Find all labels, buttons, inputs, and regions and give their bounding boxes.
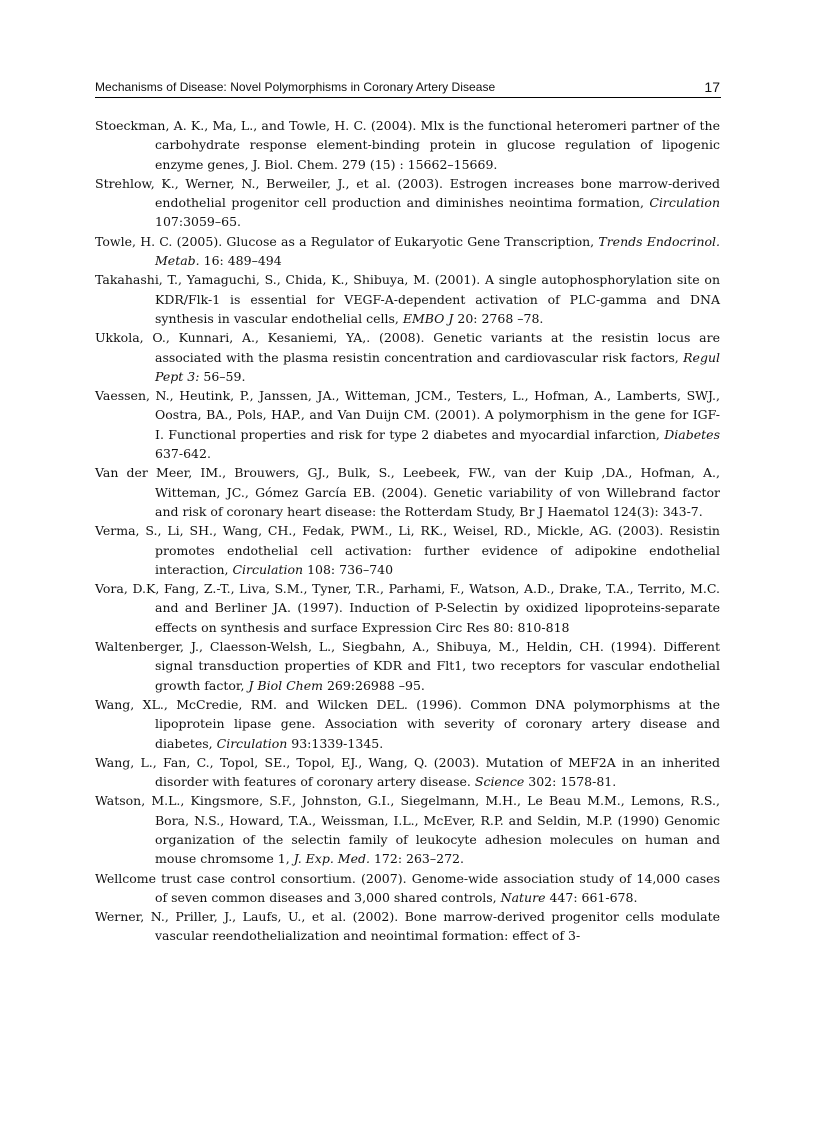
reference-text: Vaessen, N., Heutink, P., Janssen, JA., Witteman, JCM., Testers, L., Hofman, A., Lamberts, SWJ., Oostra, BA., Pols, HAP., and Van Duijn CM. (2001). A polymorphism in the gene for IGF-I. Functional properties and risk for type 2 diabetes and myocardial infarction, <box>95 388 720 442</box>
reference-text: Waltenberger, J., Claesson-Welsh, L., Siegbahn, A., Shibuya, M., Heldin, CH. (1994). Different signal transduction properties of KDR and Flt1, two receptors for vascular endothelial growth factor, <box>95 639 720 693</box>
journal-name: J Biol Chem <box>248 677 323 693</box>
reference-entry <box>95 328 720 386</box>
reference-citation: 302: 1578-81. <box>524 774 617 790</box>
journal-name: Nature <box>500 889 546 905</box>
reference-text: Werner, N., Priller, J., Laufs, U., et al. (2002). Bone marrow-derived progenitor cells modulate vascular reendothelialization and neointimal formation: effect of 3- <box>95 909 720 944</box>
journal-name: Science <box>474 774 525 790</box>
reference-text: Ukkola, O., Kunnari, A., Kesaniemi, YA,. (2008). Genetic variants at the resistin locus are associated with the plasma resistin concentration and cardiovascular risk factors, <box>95 330 720 365</box>
reference-entry <box>95 579 720 637</box>
reference-entry <box>95 695 720 753</box>
reference-text: Wang, L., Fan, C., Topol, SE., Topol, EJ., Wang, Q. (2003). Mutation of MEF2A in an inherited disorder with features of coronary artery disease. <box>95 754 720 790</box>
reference-citation: 107:3059–65. <box>155 214 242 230</box>
journal-name: EMBO J <box>402 310 454 326</box>
reference-entry <box>95 521 720 579</box>
reference-entry <box>95 637 720 695</box>
reference-entry <box>95 174 720 232</box>
journal-name: J. Exp. Med. <box>293 851 370 867</box>
reference-citation: 108: 736–740 <box>303 561 394 577</box>
reference-citation: 93:1339-1345. <box>287 735 384 751</box>
reference-citation: 172: 263–272. <box>369 851 464 867</box>
running-title: Mechanisms of Disease: Novel Polymorphisms in Coronary Artery Disease <box>95 80 496 94</box>
reference-citation: 447: 661-678. <box>545 889 638 905</box>
journal-name: Trends Endocrinol. Metab. <box>155 233 720 269</box>
reference-entry <box>95 753 720 792</box>
reference-citation: 56–59. <box>199 368 246 384</box>
reference-text: Takahashi, T., Yamaguchi, S., Chida, K., Shibuya, M. (2001). A single autophosphorylation site on KDR/Flk-1 is essential for VEGF-A-dependent activation of PLC-gamma and DNA synthesis in vascular endothelial cells, <box>95 272 720 326</box>
journal-name: Circulation <box>216 735 288 751</box>
running-header <box>95 78 721 98</box>
journal-name: Regul Pept 3: <box>155 349 720 384</box>
reference-text: Stoeckman, A. K., Ma, L., and Towle, H. C. (2004). Mlx is the functional heteromeri partner of the carbohydrate response element-binding protein in glucose regulation of lipogenic enzyme genes, J. Biol. Chem. 279 (15) : 15662–15669. <box>95 118 720 172</box>
reference-text: Wang, XL., McCredie, RM. and Wilcken DEL. (1996). Common DNA polymorphisms at the lipoprotein lipase gene. Association with severity of coronary artery disease and diabetes, <box>95 696 720 751</box>
reference-text: Towle, H. C. (2005). Glucose as a Regulator of Eukaryotic Gene Transcription, <box>95 233 599 249</box>
reference-entry <box>95 907 720 946</box>
reference-citation: 269:26988 –95. <box>322 677 425 693</box>
reference-entry <box>95 791 720 868</box>
journal-name: Circulation <box>649 195 720 211</box>
reference-entry <box>95 270 720 328</box>
reference-entry <box>95 232 720 271</box>
reference-text: Van der Meer, IM., Brouwers, GJ., Bulk, S., Leebeek, FW., van der Kuip ,DA., Hofman, A., Witteman, JC., Gómez García EB. (2004). Genetic variability of von Willebrand factor and risk of coronary heart disease: the Rotterdam Study, Br J Haematol 124(3): 343-7. <box>95 465 720 519</box>
reference-citation: 16: 489–494 <box>199 253 282 269</box>
reference-text: Vora, D.K, Fang, Z.-T., Liva, S.M., Tyner, T.R., Parhami, F., Watson, A.D., Drake, T.A., Territo, M.C. and and Berliner JA. (1997). Induction of P-Selectin by oxidized lipoproteins-separate effects on synthesis and surface Expression Circ Res 80: 810-818 <box>95 581 720 635</box>
reference-text: Watson, M.L., Kingsmore, S.F., Johnston, G.I., Siegelmann, M.H., Le Beau M.M., Lemons, R.S., Bora, N.S., Howard, T.A., Weissman, I.L., McEver, R.P. and Seldin, M.P. (1990) Genomic organization of the selectin family of leukocyte adhesion molecules on human and mouse chromsome 1, <box>95 793 720 867</box>
reference-text: Strehlow, K., Werner, N., Berweiler, J., et al. (2003). Estrogen increases bone marrow-derived endothelial progenitor cell production and diminishes neointima formation, <box>95 175 720 211</box>
reference-entry <box>95 386 720 463</box>
page-number: 17 <box>704 79 720 95</box>
reference-citation: 637-642. <box>155 446 211 462</box>
reference-entry <box>95 463 720 521</box>
reference-text: Wellcome trust case control consortium. (2007). Genome-wide association study of 14,000 cases of seven common diseases and 3,000 shared controls, <box>95 870 720 905</box>
journal-name: Diabetes <box>664 426 720 442</box>
journal-name: Circulation <box>232 561 304 577</box>
reference-list <box>95 116 720 946</box>
reference-citation: 20: 2768 –78. <box>453 310 544 326</box>
reference-text: Verma, S., Li, SH., Wang, CH., Fedak, PWM., Li, RK., Weisel, RD., Mickle, AG. (2003). Resistin promotes endothelial cell activation: further evidence of adipokine endothelial interaction, <box>95 523 720 577</box>
reference-entry <box>95 869 720 908</box>
reference-entry <box>95 116 720 174</box>
